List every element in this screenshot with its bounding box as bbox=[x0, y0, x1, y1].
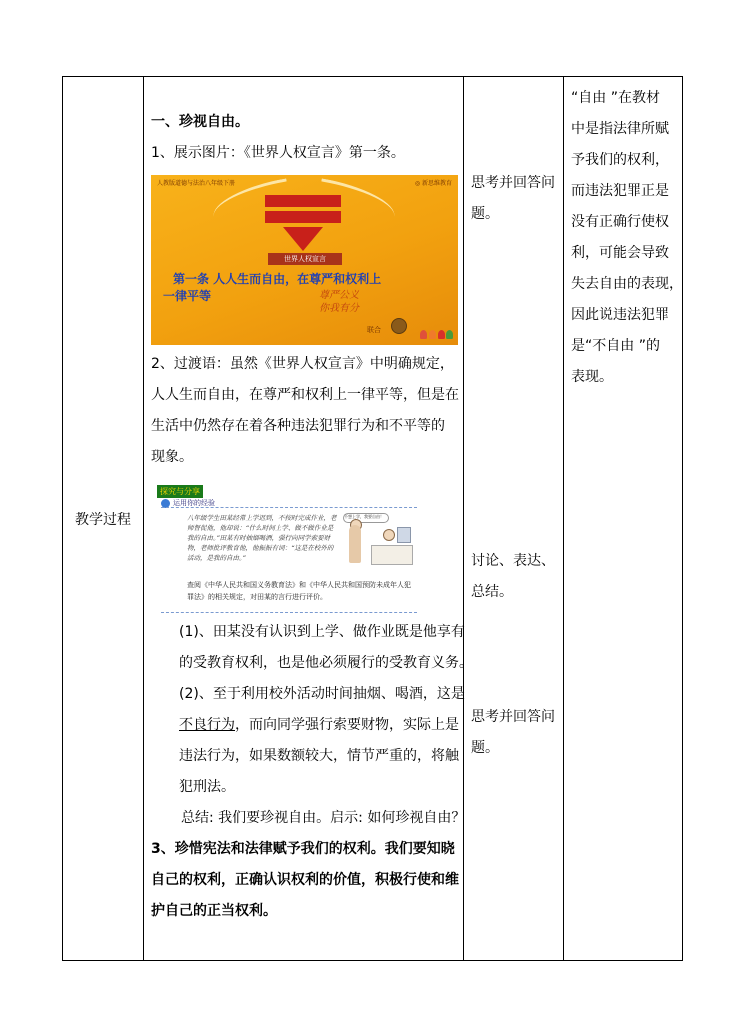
step-3-line: 护自己的正当权利。 bbox=[151, 903, 277, 919]
desk bbox=[371, 545, 413, 565]
article-line-2: 一律平等 bbox=[163, 289, 212, 303]
step-2-line: 2、过渡语：虽然《世界人权宣言》中明确规定， bbox=[151, 356, 454, 372]
emblem-bar bbox=[265, 195, 341, 207]
declaration-slide-image bbox=[151, 175, 458, 345]
step-2-line: 生活中仍然存在着各种违法犯罪行为和不平等的 bbox=[151, 418, 445, 434]
slide-signature: 联合 bbox=[367, 326, 381, 334]
answer-1-line: (1)、田某没有认识到上学、做作业既是他享有 bbox=[179, 624, 465, 640]
slide-header-left: 人教版道德与法治八年级下册 bbox=[157, 180, 236, 187]
computer-icon bbox=[397, 527, 411, 543]
intent-line: “自由 ”在教材 bbox=[571, 90, 660, 106]
speech-bubble: 不想上学，我要自由！ bbox=[343, 513, 389, 523]
step-3-line: 3、珍惜宪法和法律赋予我们的权利。我们要知晓 bbox=[151, 841, 455, 857]
intent-line: 失去自由的表现， bbox=[571, 276, 683, 292]
intent-line: 表现。 bbox=[571, 369, 613, 385]
intent-line: 是“不自由 ”的 bbox=[571, 338, 660, 354]
activity-line: 讨论、表达、 bbox=[471, 553, 555, 569]
intent-line: 中是指法律所赋 bbox=[571, 121, 669, 137]
step-2-line: 人人生而自由，在尊严和权利上一律平等，但是在 bbox=[151, 387, 459, 403]
column-divider bbox=[563, 77, 564, 960]
intent-line: 利，可能会导致 bbox=[571, 245, 669, 261]
activity-line: 思考并回答问 bbox=[471, 175, 555, 191]
slide-banner: 世界人权宣言 bbox=[268, 253, 342, 265]
step-3-line: 自己的权利，正确认识权利的价值，积极行使和维 bbox=[151, 872, 459, 888]
intent-line: 因此说违法犯罪 bbox=[571, 307, 669, 323]
emblem-triangle bbox=[283, 227, 323, 251]
answer-2-line: 违法行为，如果数额较大，情节严重的，将触 bbox=[179, 748, 459, 764]
flowers-icon bbox=[420, 325, 454, 339]
activity-line: 题。 bbox=[471, 206, 499, 222]
student-activity-2 bbox=[471, 546, 555, 608]
student-activity-1 bbox=[471, 168, 555, 230]
case-question: 查阅《中华人民共和国义务教育法》和《中华人民共和国预防未成年人犯罪法》的相关规定，对田某的言行进行评价。 bbox=[187, 581, 411, 601]
section-heading: 一、珍视自由。 bbox=[151, 114, 249, 130]
answer-2-line bbox=[151, 710, 463, 741]
calligraphy-line-1: 尊严公义 bbox=[319, 290, 359, 301]
teacher-head bbox=[383, 529, 395, 541]
dashed-divider bbox=[161, 507, 417, 508]
emblem-bar bbox=[265, 211, 341, 223]
calligraphy-line-2: 你我有分 bbox=[319, 303, 359, 314]
lesson-table bbox=[62, 76, 683, 961]
answer-2-line: (2)、至于利用校外活动时间抽烟、喝酒，这是 bbox=[179, 686, 465, 702]
activity-line: 总结。 bbox=[471, 584, 513, 600]
answer-2-rest: ，而向同学强行索要财物，实际上是 bbox=[235, 717, 459, 733]
underlined-term: 不良行为 bbox=[179, 717, 235, 733]
design-intent bbox=[571, 83, 683, 393]
case-title: 运用你的经验 bbox=[173, 499, 215, 507]
answer-2-line: 犯刑法。 bbox=[179, 779, 235, 795]
calligraphy bbox=[319, 289, 359, 315]
row-label: 教学过程 bbox=[75, 511, 131, 528]
activity-line: 题。 bbox=[471, 740, 499, 756]
case-tag: 探究与分享 bbox=[157, 485, 203, 498]
slide-header-right: ◎ 新思维教育 bbox=[414, 180, 452, 187]
teaching-content bbox=[151, 107, 473, 927]
intent-line: 而违法犯罪正是 bbox=[571, 183, 669, 199]
dashed-divider bbox=[161, 612, 417, 613]
student-figure bbox=[349, 525, 361, 563]
column-divider bbox=[143, 77, 144, 960]
step-2-line: 现象。 bbox=[151, 449, 193, 465]
student-activity-3 bbox=[471, 702, 555, 764]
un-emblem-icon bbox=[391, 318, 407, 334]
case-story: 八年级学生田某经常上学迟到，不按时完成作业，老师督促他，他却说：“什么时间上学、做不做作业是我的自由。”田某有时抽烟喝酒，强行向同学索要财物，老师批评教育他，他振振有词：“这是在校外的活动，是我的自由。” bbox=[187, 514, 337, 562]
article-line-1: 第一条 人人生而自由，在尊严和权利上 bbox=[173, 272, 382, 286]
intent-line: 予我们的权利， bbox=[571, 152, 669, 168]
case-study-image bbox=[157, 485, 417, 613]
intent-line: 没有正确行使权 bbox=[571, 214, 669, 230]
answer-1-line: 的受教育权利，也是他必须履行的受教育义务。 bbox=[179, 655, 473, 671]
summary-line: 总结: 我们要珍视自由。启示: 如何珍视自由？ bbox=[181, 810, 466, 826]
activity-line: 思考并回答问 bbox=[471, 709, 555, 725]
step-1: 1、展示图片：《世界人权宣言》第一条。 bbox=[151, 145, 405, 161]
